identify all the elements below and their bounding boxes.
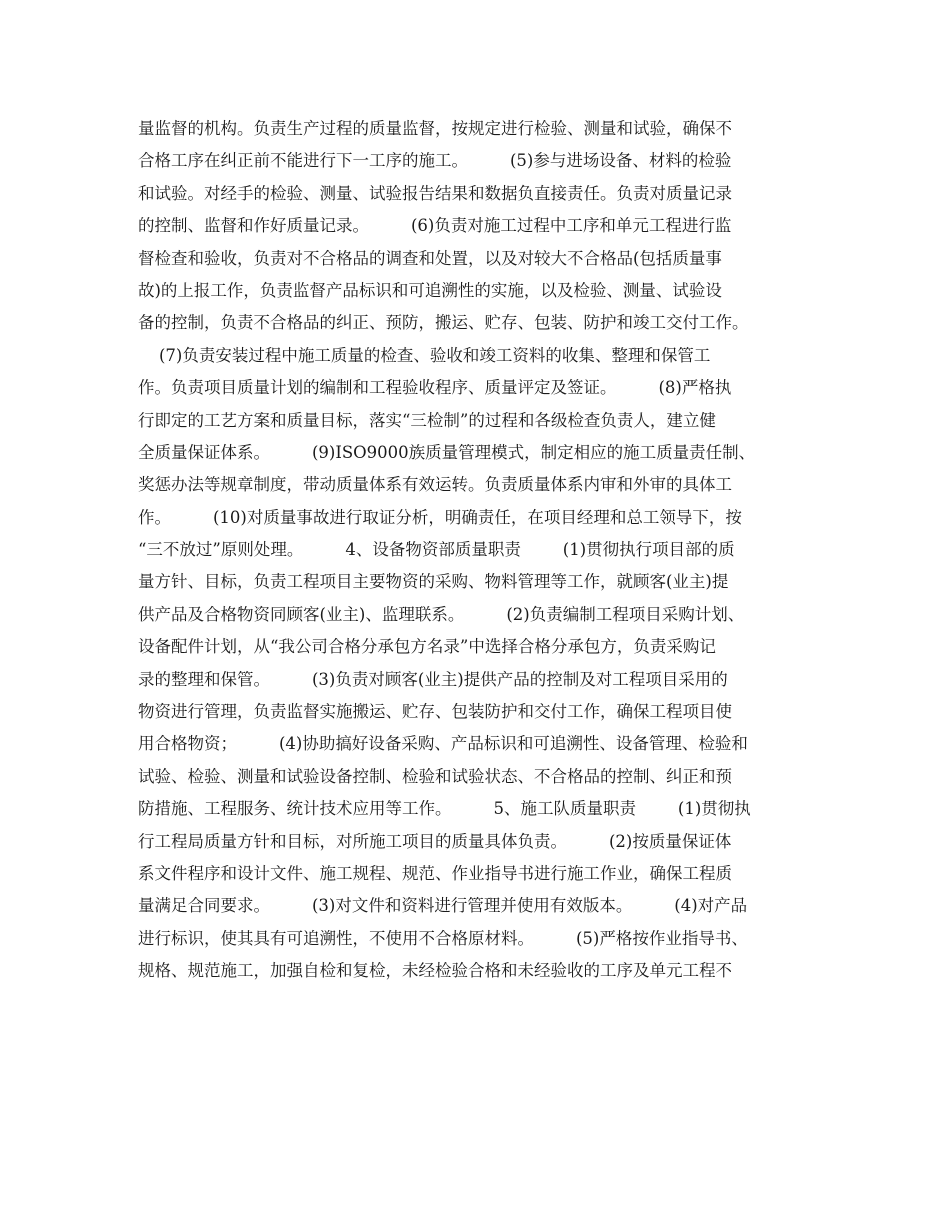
text-line: 全质量保证体系。 (9)ISO9000族质量管理模式，制定相应的施工质量责任制、 (138, 442, 756, 462)
text-line: 用合格物资； (4)协助搞好设备采购、产品标识和可追溯性、设备管理、检验和 (138, 734, 748, 754)
text-line: 量满足合同要求。 (3)对文件和资料进行管理并使用有效版本。 (4)对产品 (138, 896, 748, 916)
text-line: 督检查和验收，负责对不合格品的调查和处置，以及对较大不合格品(包括质量事 (138, 248, 722, 268)
text-line: 规格、规范施工，加强自检和复检，未经检验合格和未经验收的工序及单元工程不 (138, 961, 732, 981)
text-line: 系文件程序和设计文件、施工规程、规范、作业指导书进行施工作业，确保工程质 (138, 863, 732, 883)
body-text (138, 113, 838, 988)
text-line: 作。负责项目质量计划的编制和工程验收程序、质量评定及签证。 (8)严格执 (138, 378, 732, 398)
text-line: 量方针、目标，负责工程项目主要物资的采购、物料管理等工作，就顾客(业主)提 (138, 572, 729, 592)
text-line: 行即定的工艺方案和质量目标，落实“三检制”的过程和各级检查负责人，建立健 (138, 410, 716, 430)
text-line: 试验、检验、测量和试验设备控制、检验和试验状态、不合格品的控制、纠正和预 (138, 766, 732, 786)
text-line: 进行标识，使其具有可追溯性，不使用不合格原材料。 (5)严格按作业指导书、 (138, 928, 748, 948)
text-line: 奖惩办法等规章制度，带动质量体系有效运转。负责质量体系内审和外审的具体工 (138, 475, 732, 495)
text-line: 备的控制，负责不合格品的纠正、预防，搬运、贮存、包装、防护和竣工交付工作。 (138, 313, 749, 333)
text-line: 防措施、工程服务、统计技术应用等工作。 5、施工队质量职责 (1)贯彻执 (138, 799, 751, 819)
text-line: 设备配件计划，从“我公司合格分承包方名录”中选择合格分承包方，负责采购记 (138, 637, 716, 657)
text-line: (7)负责安装过程中施工质量的检查、验收和竣工资料的收集、整理和保管工 (138, 345, 711, 365)
text-line: 供产品及合格物资同顾客(业主)、监理联系。 (2)负责编制工程项目采购计划、 (138, 604, 745, 624)
text-line: 的控制、监督和作好质量记录。 (6)负责对施工过程中工序和单元工程进行监 (138, 216, 732, 236)
text-line: 故)的上报工作，负责监督产品标识和可追溯性的实施，以及检验、测量、试验设 (138, 280, 722, 300)
text-line: 量监督的机构。负责生产过程的质量监督，按规定进行检验、测量和试验，确保不 (138, 119, 732, 138)
text-line: 和试验。对经手的检验、测量、试验报告结果和数据负直接责任。负责对质量记录 (138, 183, 732, 203)
text-line: 物资进行管理，负责监督实施搬运、贮存、包装防护和交付工作，确保工程项目使 (138, 702, 732, 722)
text-line: 合格工序在纠正前不能进行下一工序的施工。 (5)参与进场设备、材料的检验 (138, 151, 732, 171)
text-line: “三不放过”原则处理。 4、设备物资部质量职责 (1)贯彻执行项目部的质 (138, 540, 735, 560)
text-line: 行工程局质量方针和目标，对所施工项目的质量具体负责。 (2)按质量保证体 (138, 831, 732, 851)
text-line: 录的整理和保管。 (3)负责对顾客(业主)提供产品的控制及对工程项目采用的 (138, 669, 728, 689)
text-line: 作。 (10)对质量事故进行取证分析，明确责任，在项目经理和总工领导下，按 (138, 507, 742, 527)
